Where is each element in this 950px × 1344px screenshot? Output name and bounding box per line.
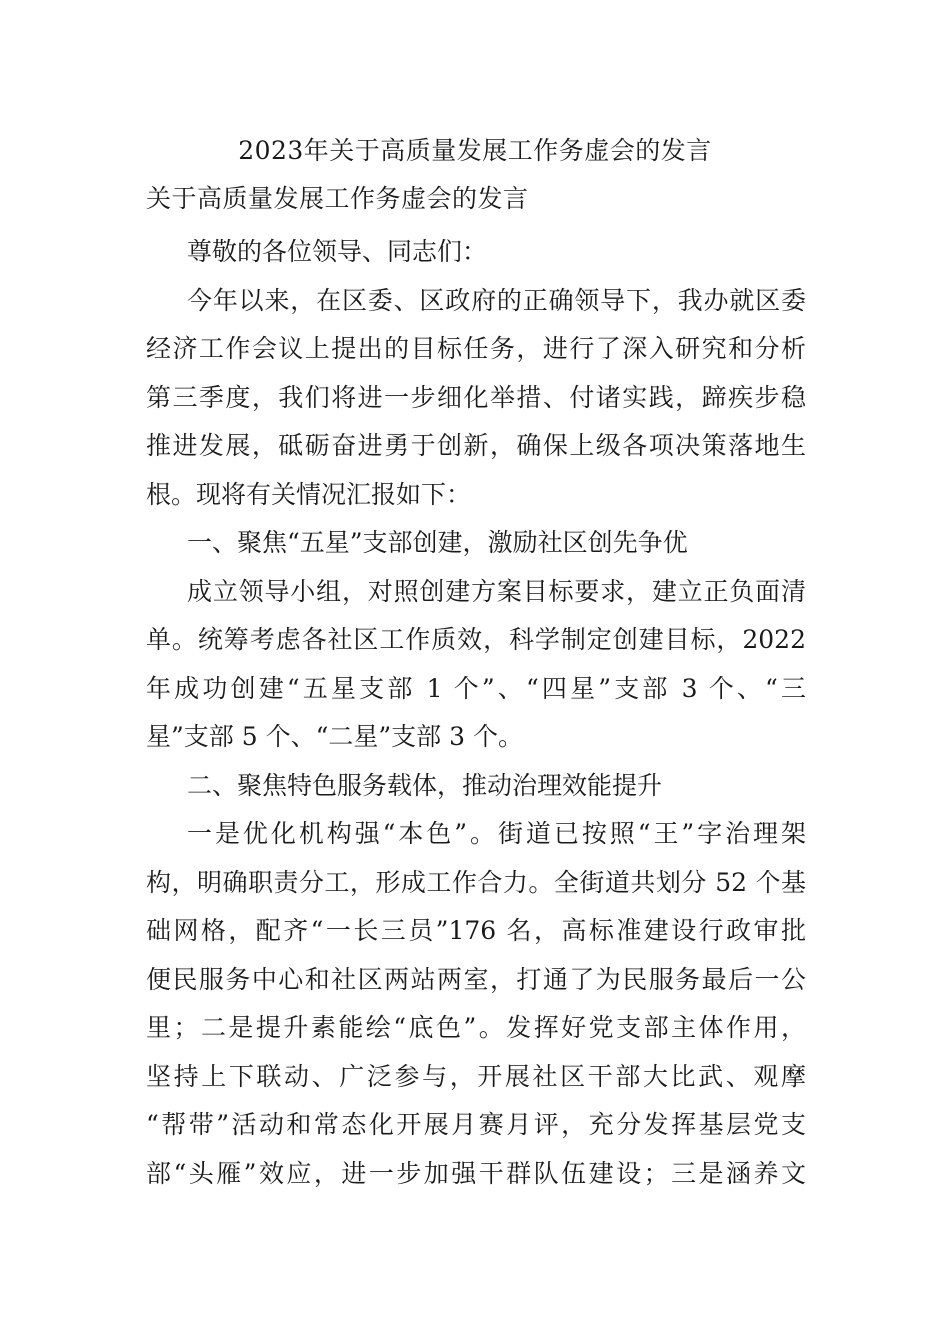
document-body — [146, 228, 806, 1198]
paragraph-line: “帮带”活动和常态化开展月赛月评，充分发挥基层党支 — [146, 1110, 806, 1139]
document-subtitle: 关于高质量发展工作务虚会的发言 — [146, 184, 529, 213]
paragraph-line: 推进发展，砥砺奋进勇于创新，确保上级各项决策落地生 — [146, 431, 806, 460]
paragraph-line: 成立领导小组，对照创建方案目标要求，建立正负面清 — [187, 576, 806, 606]
salutation-line: 尊敬的各位领导、同志们： — [187, 237, 488, 266]
section-heading-1: 一、聚焦“五星”支部创建，激励社区创先争优 — [187, 528, 688, 557]
section-heading-2: 二、聚焦特色服务载体，推动治理效能提升 — [187, 770, 663, 800]
paragraph-line: 经济工作会议上提出的目标任务，进行了深入研究和分析 — [146, 334, 806, 363]
document-title: 2023年关于高质量发展工作务虚会的发言 — [238, 136, 712, 165]
paragraph-line: 构，明确职责分工，形成工作合力。全街道共划分 52 个基 — [146, 867, 806, 897]
paragraph-line: 一是优化机构强“本色”。街道已按照“王”字治理架 — [187, 819, 806, 848]
paragraph-line: 第三季度，我们将进一步细化举措、付诸实践，蹄疾步稳 — [146, 382, 806, 412]
paragraph-line: 里；二是提升素能绘“底色”。发挥好党支部主体作用， — [146, 1013, 806, 1042]
paragraph-line: 坚持上下联动、广泛参与，开展社区干部大比武、观摩 — [146, 1061, 806, 1091]
paragraph-line: 年成功创建“五星支部 1 个”、“四星”支部 3 个、“三 — [146, 673, 806, 703]
paragraph-line: 便民服务中心和社区两站两室，打通了为民服务最后一公 — [146, 964, 806, 994]
paragraph-line: 础网格，配齐“一长三员”176 名，高标准建设行政审批 — [146, 916, 806, 945]
paragraph-line: 单。统筹考虑各社区工作质效，科学制定创建目标，2022 — [146, 625, 806, 654]
paragraph-line: 部“头雁”效应，进一步加强干群队伍建设；三是涵养文 — [146, 1158, 806, 1188]
paragraph-line: 根。现将有关情况汇报如下： — [146, 479, 472, 509]
paragraph-line: 星”支部 5 个、“二星”支部 3 个。 — [146, 722, 523, 751]
paragraph-line: 今年以来，在区委、区政府的正确领导下，我办就区委 — [187, 285, 806, 315]
